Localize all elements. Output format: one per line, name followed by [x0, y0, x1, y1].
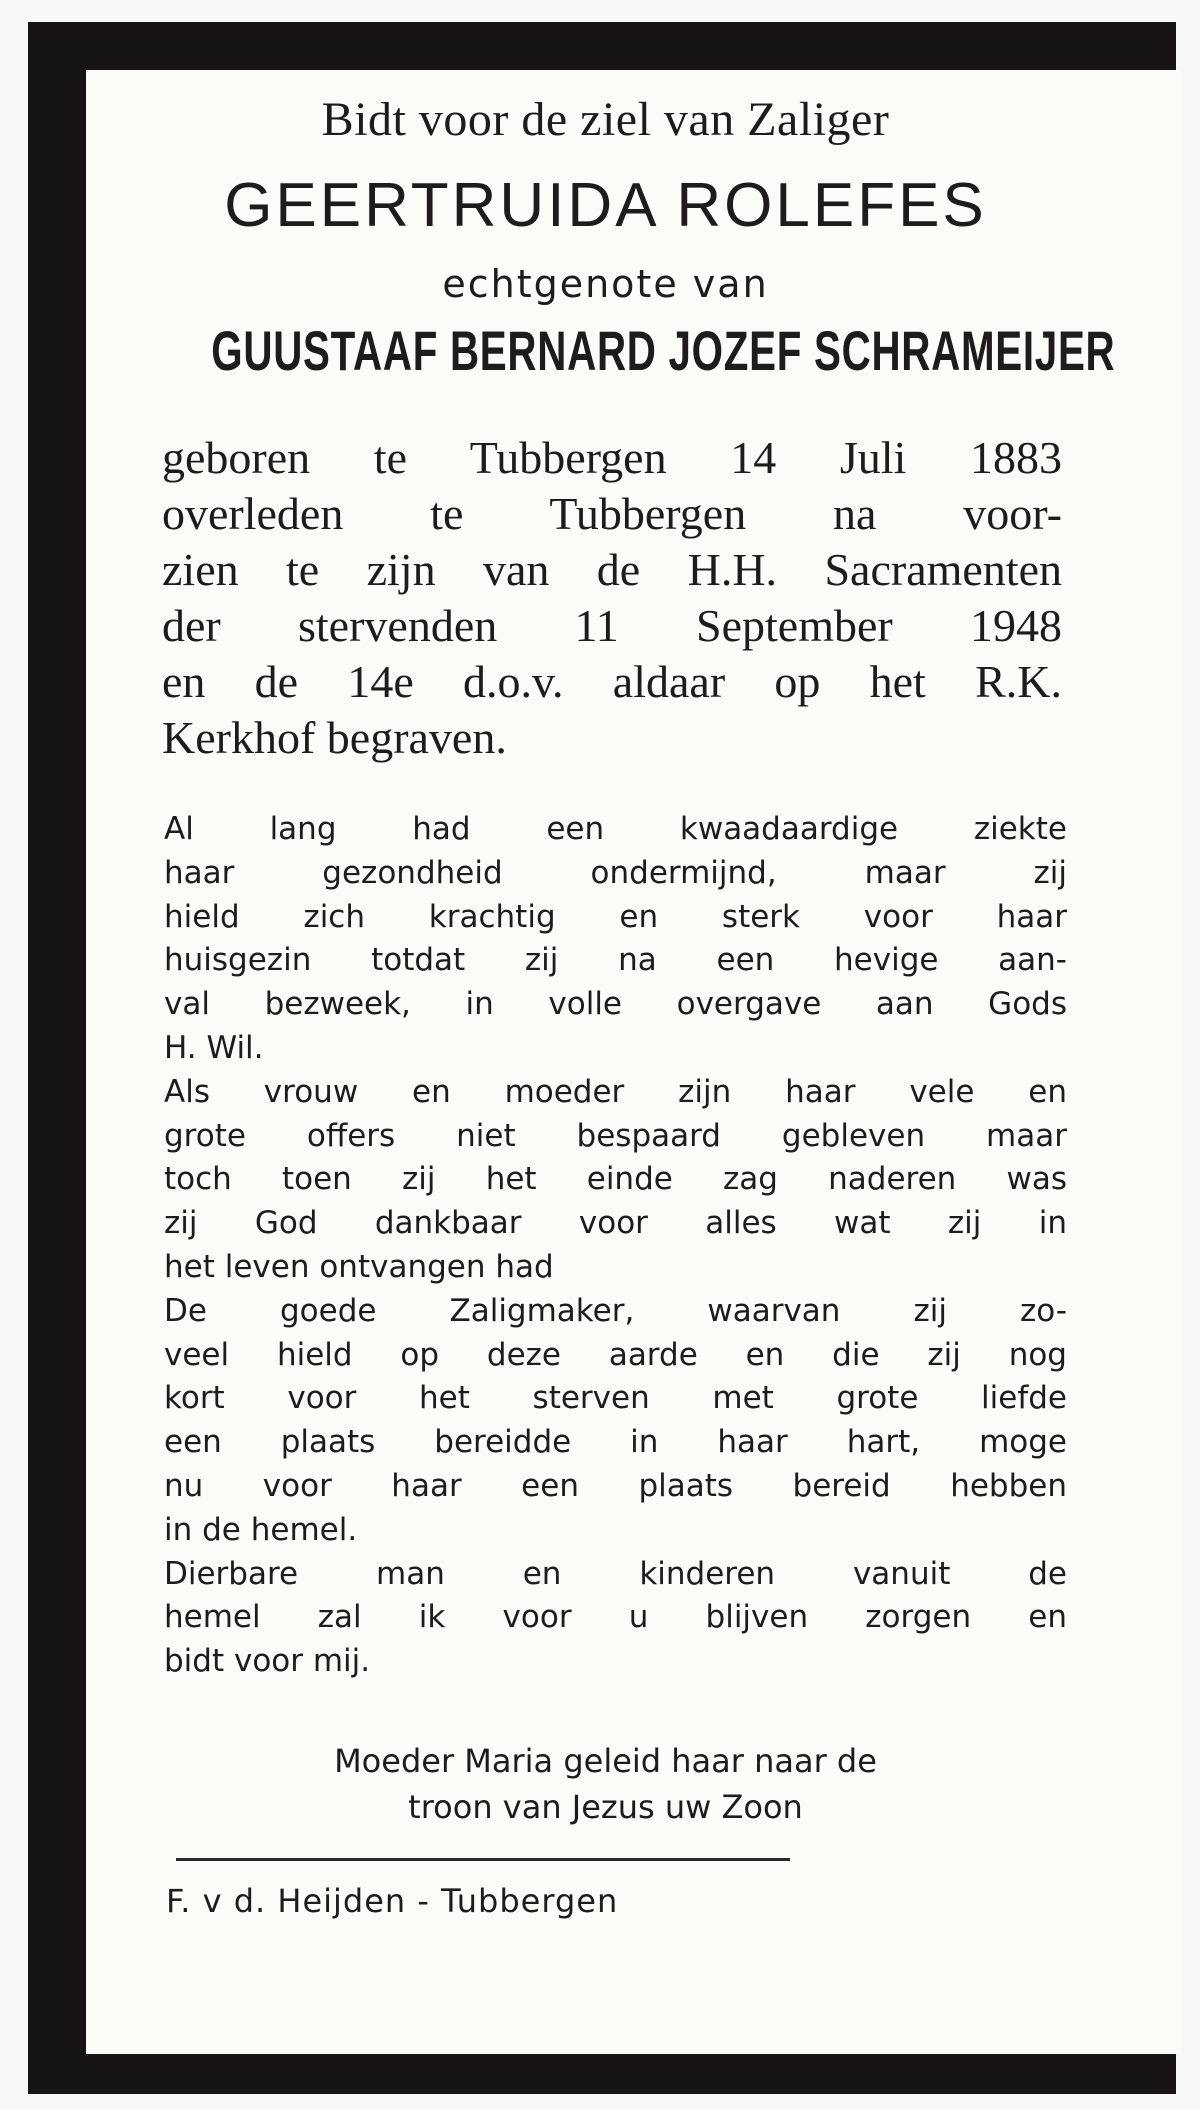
text-line: het leven ontvangen had — [164, 1248, 554, 1285]
memorial-text — [164, 808, 1067, 1684]
text-line: kort voor het sterven met grote liefde — [164, 1380, 1067, 1417]
text-line: veel hield op deze aarde en die zij nog — [164, 1336, 1067, 1373]
prayer-line: troon van Jezus uw Zoon — [408, 1788, 803, 1826]
printer-credit: F. v d. Heijden - Tubbergen — [166, 1882, 619, 1920]
text-line: val bezweek, in volle overgave aan Gods — [164, 986, 1067, 1023]
deceased-name: GEERTRUIDA ROLEFES — [224, 171, 987, 240]
text-line: huisgezin totdat zij na een hevige aan- — [164, 942, 1067, 979]
text-line: een plaats bereidde in haar hart, moge — [164, 1424, 1067, 1461]
text-line: hield zich krachtig en sterk voor haar — [164, 898, 1067, 935]
text-line: grote offers niet bespaard gebleven maar — [164, 1117, 1067, 1154]
text-line: nu voor haar een plaats bereid hebben — [164, 1467, 1067, 1504]
text-line: Al lang had een kwaadaardige ziekte — [164, 811, 1067, 847]
text-line: zij God dankbaar voor alles wat zij in — [164, 1205, 1067, 1242]
spouse-label: echtgenote van — [442, 262, 769, 306]
text-line: toch toen zij het einde zag naderen was — [164, 1161, 1067, 1198]
prayer-line: Moeder Maria geleid haar naar de — [334, 1742, 877, 1780]
text-line: De goede Zaligmaker, waarvan zij zo- — [164, 1292, 1067, 1329]
divider-rule — [176, 1858, 790, 1861]
bio-line: der stervenden 11 September 1948 — [162, 600, 1062, 651]
text-line: bidt voor mij. — [164, 1643, 371, 1680]
text-line: Als vrouw en moeder zijn haar vele en — [164, 1073, 1067, 1110]
text-line: hemel zal ik voor u blijven zorgen en — [164, 1599, 1067, 1636]
bio-line: geboren te Tubbergen 14 Juli 1883 — [162, 432, 1062, 483]
bio-line: en de 14e d.o.v. aldaar op het R.K. — [162, 656, 1062, 707]
bio-line: Kerkhof begraven. — [162, 712, 507, 763]
text-line: in de hemel. — [164, 1511, 358, 1548]
text-line: haar gezondheid ondermijnd, maar zij — [164, 854, 1067, 891]
biography — [162, 430, 1062, 766]
bio-line: zien te zijn van de H.H. Sacramenten — [162, 544, 1062, 595]
card-headline: Bidt voor de ziel van Zaliger — [321, 93, 890, 146]
closing-prayer — [58, 1738, 1153, 1830]
bio-line: overleden te Tubbergen na voor- — [162, 488, 1062, 539]
spouse-name: GUUSTAAF BERNARD JOZEF SCHRAMEIJER — [211, 319, 1116, 382]
text-line: H. Wil. — [164, 1029, 264, 1066]
text-line: Dierbare man en kinderen vanuit de — [164, 1555, 1067, 1592]
